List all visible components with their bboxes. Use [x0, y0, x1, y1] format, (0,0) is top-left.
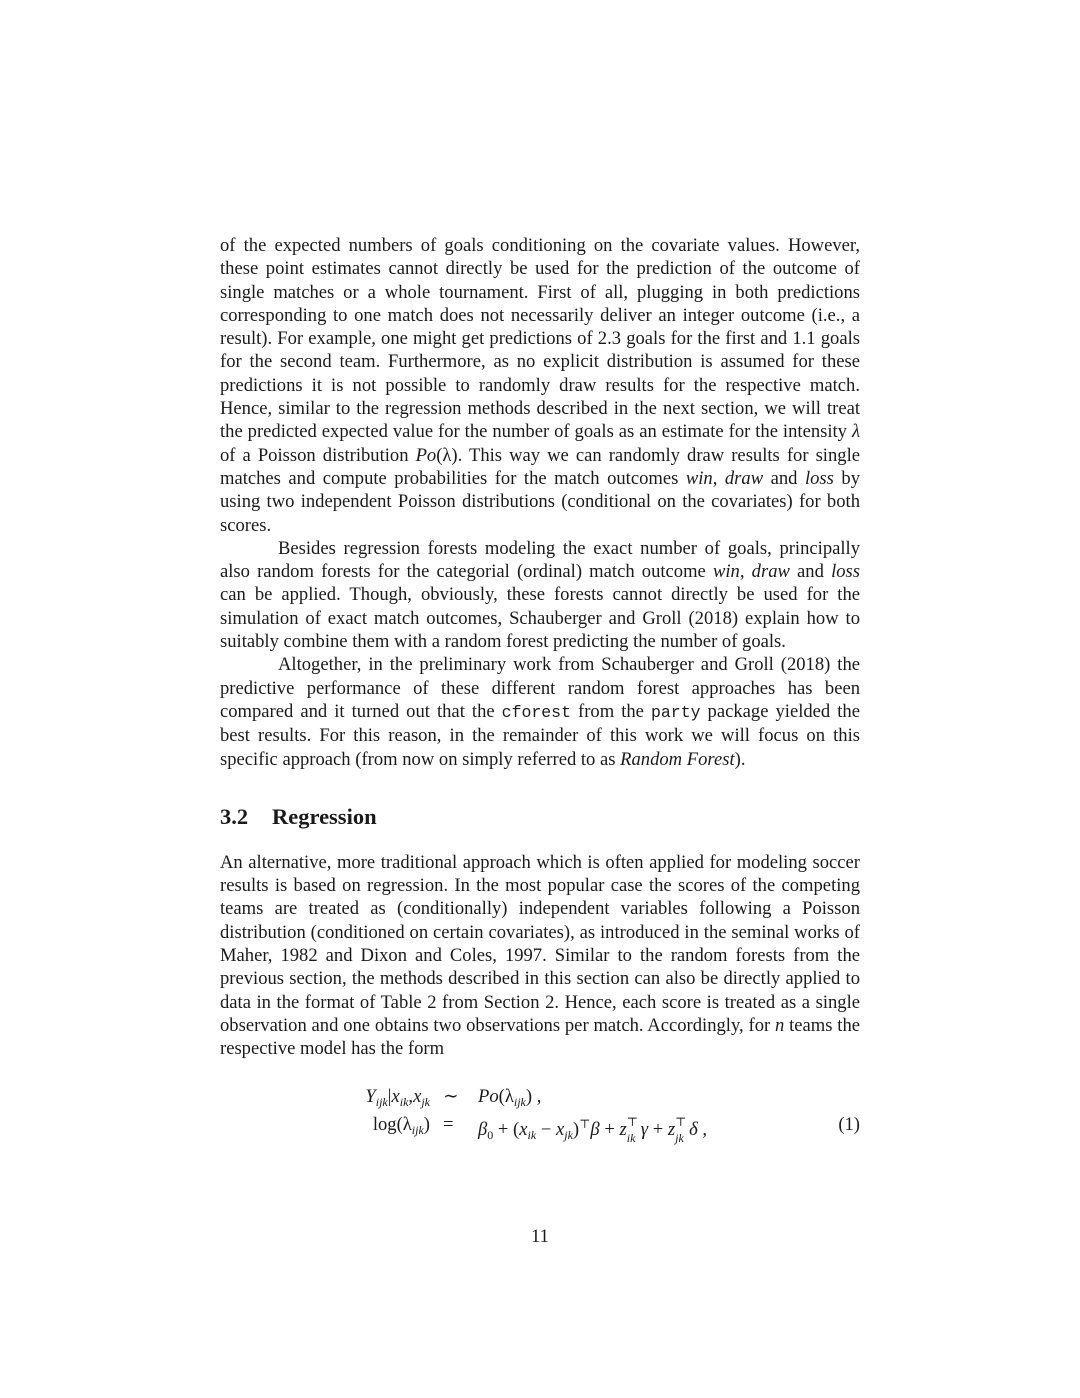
- equation-number: (1): [838, 1113, 860, 1135]
- transpose: ⊤: [579, 1116, 591, 1131]
- var-x: x: [391, 1085, 400, 1107]
- text: + (: [493, 1118, 520, 1140]
- page-body: [220, 234, 861, 1145]
- text: ): [572, 1118, 580, 1140]
- text: +: [648, 1118, 668, 1140]
- beta-symbol: β: [478, 1118, 488, 1140]
- var-n: n: [775, 1014, 785, 1036]
- equation-row-2: [220, 1113, 860, 1145]
- equation-rhs: [478, 1113, 708, 1145]
- code-party: party: [650, 702, 701, 722]
- var-z: z: [619, 1118, 627, 1140]
- text: ).: [734, 748, 746, 770]
- text: and: [763, 467, 805, 489]
- text: −: [536, 1118, 556, 1140]
- var-z: z: [667, 1118, 676, 1140]
- text: can be applied. Though, obviously, these forests cannot directly be used for the simulation of exact match outcomes, Schauberger and Groll (2018) explain how to suitably combine them with a random forest predicting the number of goals.: [220, 584, 860, 653]
- text: log(λ: [372, 1113, 412, 1135]
- text: and: [789, 561, 832, 583]
- equation-lhs: [365, 1085, 430, 1108]
- var-x: x: [413, 1085, 422, 1107]
- emph-win: win: [712, 561, 740, 583]
- beta-symbol: β: [590, 1118, 600, 1140]
- subscript: 0: [487, 1127, 494, 1142]
- section-number: 3.2: [220, 803, 249, 829]
- poisson-symbol: Po: [478, 1085, 499, 1107]
- text: |: [387, 1085, 392, 1107]
- transpose: ⊤: [626, 1114, 639, 1129]
- paragraph-random-forest-poisson: [220, 234, 860, 537]
- page-number: 11: [531, 1226, 549, 1247]
- delta-symbol: δ ,: [689, 1118, 708, 1140]
- subscript: jk: [421, 1094, 430, 1109]
- text: Altogether, in the preliminary work from Schauberger and Groll (2018) the predictive performance of these different random forest approaches has been compared and it turned out that the: [220, 654, 860, 722]
- subscript: jk: [564, 1127, 573, 1142]
- var-x: x: [555, 1118, 565, 1140]
- text: (λ: [498, 1085, 514, 1107]
- text: of the expected numbers of goals conditioning on the covariate values. However, these point estimates cannot directly be used for the prediction of the outcome of single matches or a whole tournament. First of all, plugging in both predictions corresponding to one match does not necessarily deliver an integer outcome (i.e., a result). For example, one might get predictions of 2.3 goals for the first and 1.1 goals for the second team. Furthermore, as no explicit distribution is assumed for these predictions it is not possible to randomly draw results for the respective match. Hence, similar to the regression methods described in the next section, we will treat the predicted expected value for the number of goals as an estimate for the intensity: [220, 235, 860, 443]
- text: (λ). This way we can randomly draw results for single matches and compute probabilities for the match outcomes: [220, 444, 860, 489]
- text: by using two independent Poisson distributions (conditional on the covariates) for both scores.: [220, 467, 860, 536]
- emph-draw: draw: [724, 467, 764, 489]
- paragraph-ordinal-outcome: [220, 537, 860, 653]
- text: ,: [408, 1085, 414, 1107]
- equation-relation: ∼: [443, 1085, 459, 1107]
- equation-1: [220, 1085, 860, 1145]
- paragraph-cforest: [220, 653, 860, 770]
- var-x: x: [519, 1118, 528, 1140]
- sup-sub: [675, 1114, 689, 1145]
- emph-loss: loss: [831, 561, 860, 583]
- emph-loss: loss: [804, 467, 834, 489]
- var-Y: Y: [365, 1085, 376, 1107]
- text: ) ,: [525, 1085, 542, 1107]
- transpose: ⊤: [675, 1114, 687, 1129]
- text: ,: [739, 561, 752, 583]
- text: Besides regression forests modeling the exact number of goals, principally also random forests for the categorial (ordinal) match outcome: [220, 537, 860, 583]
- text: ): [423, 1113, 430, 1135]
- text: from the: [570, 700, 651, 722]
- subscript: ik: [626, 1130, 636, 1145]
- lambda-symbol: λ: [851, 421, 860, 443]
- text: +: [599, 1118, 620, 1140]
- section-title: Regression: [272, 803, 377, 829]
- sup-sub: [626, 1114, 641, 1145]
- emph-win: win: [685, 467, 713, 489]
- gamma-symbol: γ: [640, 1118, 649, 1140]
- text: An alternative, more traditional approach which is often applied for modeling soccer results is based on regression. In the most popular case the scores of the competing teams are treated as (conditionally) independent variables following a Poisson distribution (conditioned on certain covariates), as introduced in the seminal works of Maher, 1982 and Dixon and Coles, 1997. Similar to the random forests from the previous section, the methods described in this section can also be directly applied to data in the format of Table 2 from Section 2. Hence, each score is treated as a single observation and one obtains two observations per match. Accordingly, for: [220, 851, 860, 1036]
- emph-draw: draw: [751, 561, 790, 583]
- emph-random-forest: Random Forest: [620, 748, 735, 770]
- text: ,: [712, 467, 725, 489]
- subscript: ijk: [411, 1122, 424, 1137]
- text: of a Poisson distribution: [220, 444, 416, 466]
- section-heading: [220, 803, 860, 831]
- equation-row-1: [220, 1085, 860, 1111]
- subscript: ijk: [375, 1094, 388, 1109]
- poisson-symbol: Po: [415, 444, 437, 466]
- equation-lhs: [373, 1113, 430, 1136]
- equation-relation: =: [443, 1113, 454, 1135]
- equation-rhs: [478, 1085, 541, 1108]
- text: teams the respective model has the form: [220, 1014, 861, 1060]
- subscript: ik: [399, 1094, 409, 1109]
- paragraph-regression: [220, 851, 860, 1061]
- code-cforest: cforest: [501, 702, 571, 722]
- subscript: ijk: [513, 1094, 526, 1109]
- subscript: jk: [675, 1130, 684, 1145]
- text: package yielded the best results. For this reason, in the remainder of this work we will focus on this specific approach (from now on simply referred to as: [220, 700, 860, 770]
- subscript: ik: [527, 1127, 537, 1142]
